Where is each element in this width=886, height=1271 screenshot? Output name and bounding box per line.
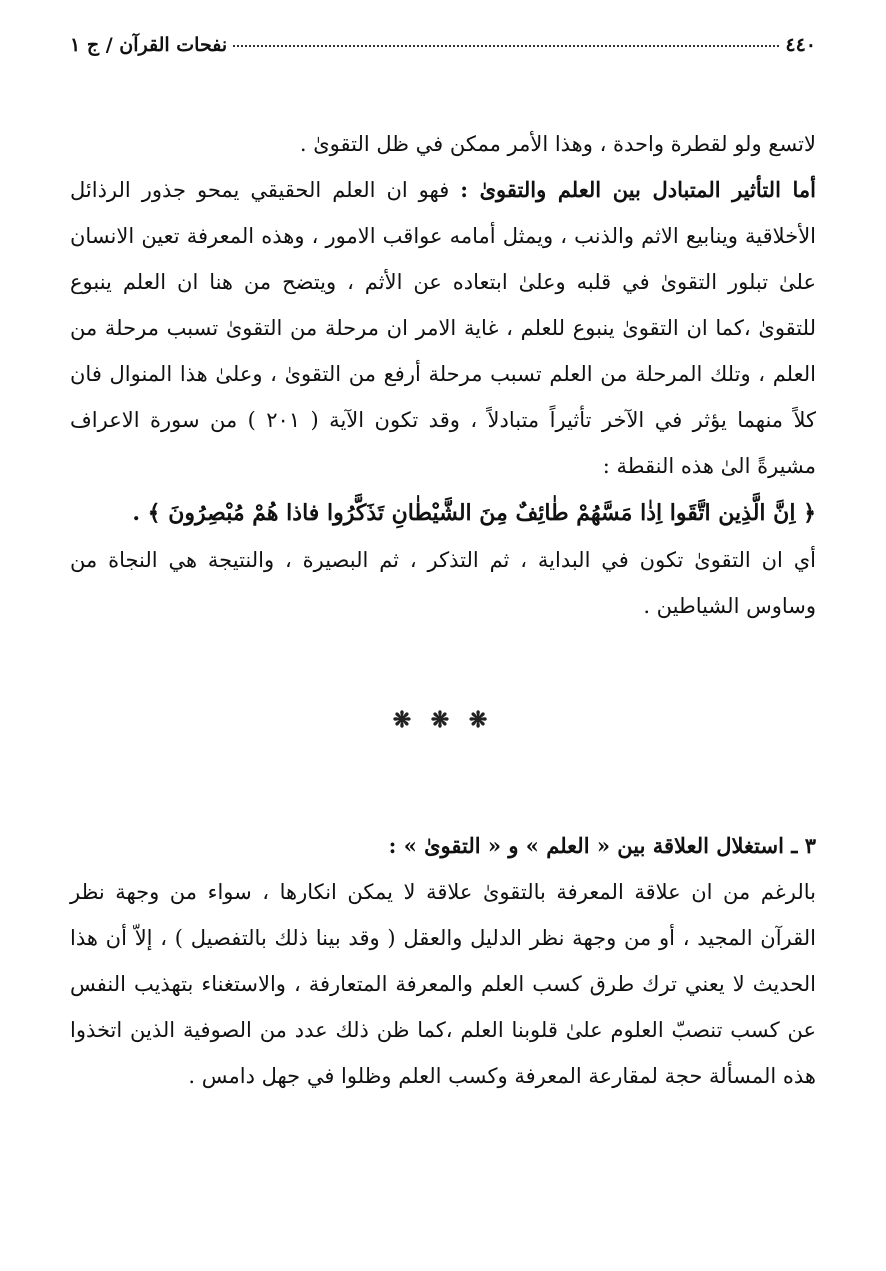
section-title: ٣ ـ استغلال العلاقة بين « العلم » و « التقوىٰ » : [388, 833, 816, 858]
paragraph-intro: لاتسع ولو لقطرة واحدة ، وهذا الأمر ممكن في ظل التقوىٰ . [299, 132, 816, 156]
quran-verse: ﴿ اِنَّ الَّذِين اتَّقَوا اِذٰا مَسَّهُمْ طٰائِفٌ مِنَ الشَّيْطٰانِ تَذَكَّرُوا فاذا هُمْ مُبْصِرُونَ ﴾ . [132, 500, 816, 526]
paragraph-body: فهو ان العلم الحقيقي يمحو جذور الرذائل الأخلاقية وينابيع الاثم والذنب ، ويمثل أمامه عواقب الامور ، وهذه المعرفة تعين الانسان علىٰ تبلور التقوىٰ في قلبه وعلىٰ ابتعاده عن الأثم ، ويتضح من هنا ان العلم ينبوع للتقوىٰ ،كما ان التقوىٰ ينبوع للعلم ، غاية الامر ان مرحلة من التقوىٰ تسبب مرحلة من العلم ، وتلك المرحلة من العلم تسبب مرحلة أرفع من التقوىٰ ، وعلىٰ هذا المنوال فان كلاً منهما يؤثر في الآخر تأثيراً متبادلاً ، وقد تكون الآية ( ٢٠١ ) من سورة الاعراف مشيرةً الىٰ هذه النقطة : [70, 178, 816, 478]
page-number: ٤٤٠ [785, 34, 816, 56]
page-header [70, 34, 816, 71]
paragraph-lead-heading: أما التأثير المتبادل بين العلم والتقوىٰ : [460, 177, 816, 202]
section-separator: ❋ ❋ ❋ [392, 707, 494, 733]
paragraph-conclusion: أي ان التقوىٰ تكون في البداية ، ثم التذكر ، ثم البصيرة ، والنتيجة هي النجاة من وساوس الشياطين . [70, 548, 816, 618]
paragraph-mutual-effect [70, 167, 816, 489]
section-body: بالرغم من ان علاقة المعرفة بالتقوىٰ علاقة لا يمكن انكارها ، سواء من وجهة نظر القرآن المجيد ، أو من وجهة نظر الدليل والعقل ( وقد بينا ذلك بالتفصيل ) ، إلاّ أن هذا الحديث لا يعني ترك طرق كسب العلم والمعرفة المتعارفة ، والاستغناء بتهذيب النفس عن كسب تنصبّ العلوم علىٰ قلوبنا العلم ،كما ظن ذلك عدد من الصوفية الذين اتخذوا هذه المسألة حجة لمقارعة المعرفة وكسب العلم وظلوا في جهل دامس . [70, 880, 816, 1088]
running-title: نفحات القرآن / ج ١ [70, 34, 228, 56]
book-page [70, 34, 816, 1099]
header-dotted-leader [233, 45, 779, 47]
